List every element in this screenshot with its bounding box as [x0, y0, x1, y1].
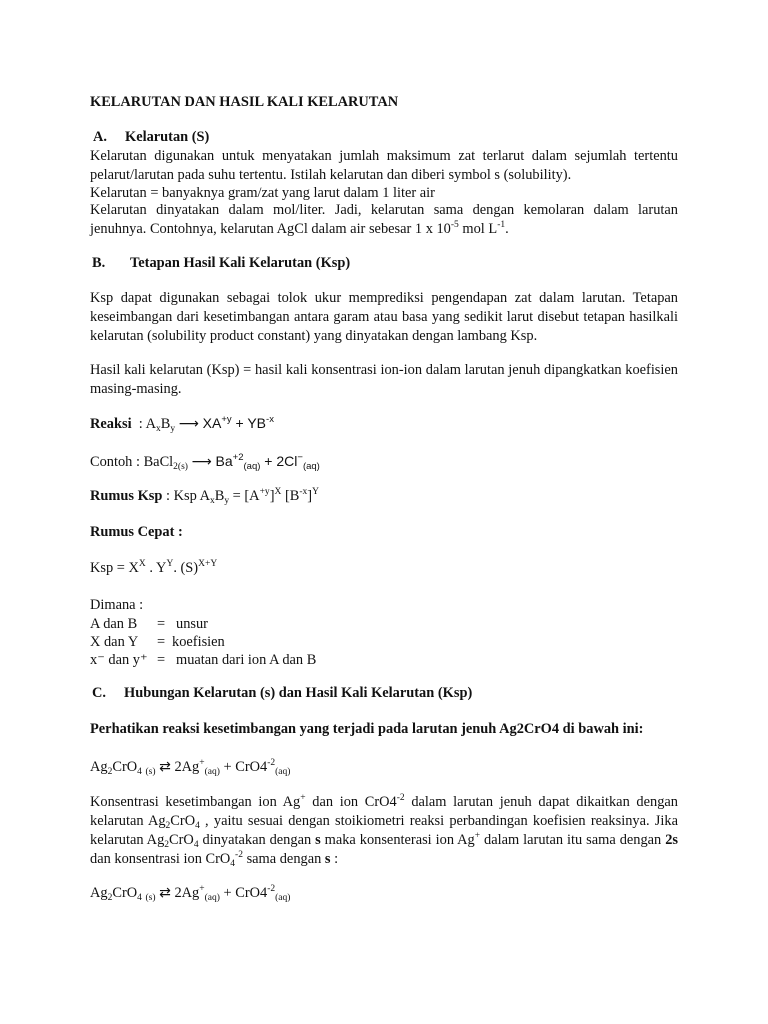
ksp-formula-label: Rumus Ksp: [90, 488, 163, 504]
section-c-letter: C.: [92, 685, 106, 701]
definition-row: A dan B = unsur: [90, 616, 208, 632]
equilibrium-equation-1: $Ag_2CrO_4$ $_{(s)}$ ⇄ $2Ag^+_{(aq)} + CrO4^{-2}_{(aq)}$: [90, 758, 291, 777]
definition-row: X dan Y = koefisien: [90, 634, 225, 650]
section-a-paragraph-3: Kelarutan dinyatakan dalam mol/liter. Jadi, kelarutan sama dengan kemolaran dalam larutan jenuhnya. Contohnya, kelarutan AgCl dalam air sebesar 1 x $10^{-5}$ mol $L^{-1}$.: [90, 202, 678, 237]
quick-formula: Ksp = $X^X$ . $Y^Y$. $(S)^{X+Y}$: [90, 559, 218, 576]
document-title: KELARUTAN DAN HASIL KALI KELARUTAN: [90, 94, 399, 110]
definitions-block: [90, 596, 678, 669]
definitions-label: Dimana :: [90, 597, 144, 613]
section-b-heading: B. Tetapan Hasil Kali Kelarutan (Ksp): [92, 255, 351, 271]
definitions-table: [90, 615, 316, 669]
section-b-paragraph-2: Hasil kali kelarutan (Ksp) = hasil kali konsentrasi ion-ion dalam larutan jenuh dipangkatkan koefisien masing-masing.: [90, 362, 678, 397]
ksp-formula-line: Rumus Ksp : Ksp $A_xB_y = [A^{+y}]^X$ $[B^{-x}]^Y$: [90, 487, 319, 506]
section-a-paragraph-1: Kelarutan digunakan untuk menyatakan jumlah maksimum zat terlarut dalam sejumlah tertentu pelarut/larutan pada suhu tertentu. Istilah kelarutan dan diberi symbol s (solubility).: [90, 148, 678, 183]
equilibrium-equation-2: $Ag_2CrO_4$ $_{(s)}$ ⇄ $2Ag^+_{(aq)} + CrO4^{-2}_{(aq)}$: [90, 884, 291, 903]
section-b-paragraph-1: Ksp dapat digunakan sebagai tolok ukur memprediksi pengendapan zat dalam larutan. Tetapan keseimbangan dari kesetimbangan antara garam atau basa yang sedikit larut disebut tetapan hasilkali kelarutan (solubility product constant) yang dinyatakan dengan lambang Ksp.: [90, 290, 678, 344]
section-c-heading: C. Hubungan Kelarutan (s) dan Hasil Kali Kelarutan (Ksp): [92, 685, 473, 701]
reaction-label: Reaksi: [90, 416, 132, 432]
section-b-letter: B.: [92, 255, 106, 271]
quick-formula-label: Rumus Cepat :: [90, 524, 183, 540]
section-a-heading: A. Kelarutan (S): [93, 129, 210, 145]
section-a-paragraph-2: Kelarutan = banyaknya gram/zat yang larut dalam 1 liter air: [90, 185, 435, 201]
reaction-line: Reaksi : $A_xB_y$ ⟶ $XA^{+y} + YB^{-x}$: [90, 414, 274, 434]
section-a-letter: A.: [93, 129, 107, 145]
section-c-paragraph: Konsentrasi kesetimbangan ion Ag+ dan ion $CrO4^{-2}$ dalam larutan jenuh dapat dikaitkan dengan kelarutan $Ag_2CrO_4$ , yaitu sesuai dengan stoikiometri reaksi perbandingan koefisien reaksinya. Jika kelarutan $Ag_2CrO_4$ dinyatakan dengan s maka konsenterasi ion Ag+ dalam larutan itu sama dengan 2s dan konsentrasi ion CrO$_4^{-2}$ sama dengan s :: [90, 793, 678, 869]
section-c-intro: Perhatikan reaksi kesetimbangan yang terjadi pada larutan jenuh Ag2CrO4 di bawah ini:: [90, 721, 644, 737]
definition-row: x⁻ dan y⁺ = muatan dari ion A dan B: [90, 652, 317, 668]
example-line: Contoh : BaCl$_{2(s)}$ ⟶ $Ba^{+2}_{(aq)} + 2Cl^-_{(aq)}$: [90, 452, 320, 472]
